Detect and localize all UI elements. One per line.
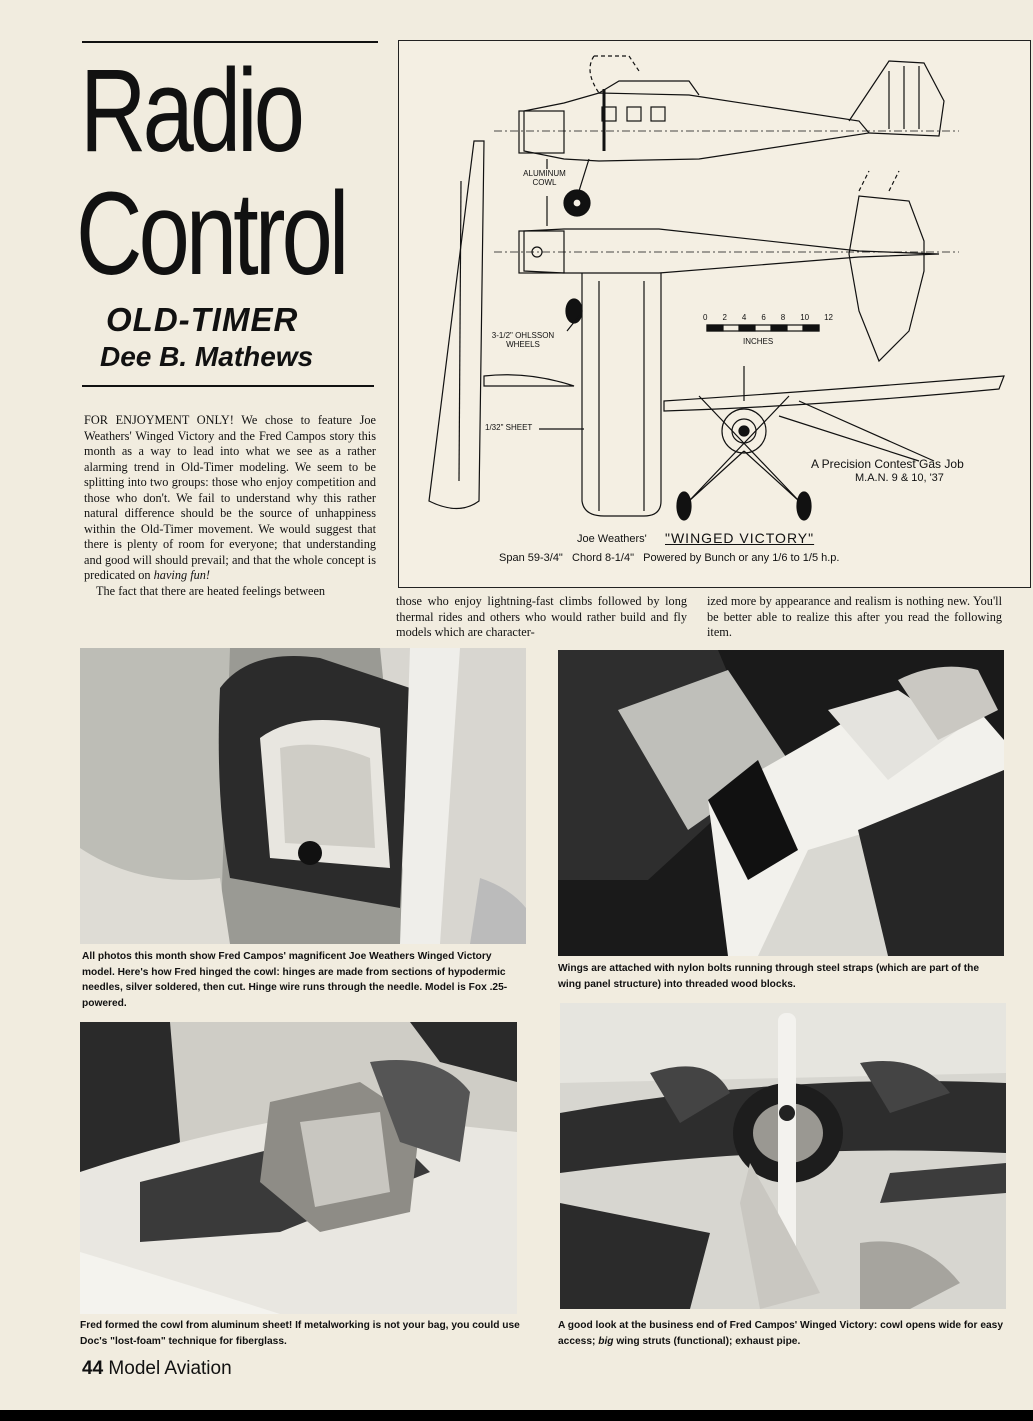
photo-aluminum-cowl-image	[80, 1022, 517, 1314]
intro-column-2: those who enjoy lightning-fast climbs followed by long thermal rides and others who would rather build and fly models which are character-	[396, 594, 687, 639]
photo-business-end-image	[560, 1003, 1006, 1309]
photo-business-end	[560, 1003, 1006, 1309]
magazine-name: Model Aviation	[108, 1358, 232, 1379]
intro-text: We chose to feature Joe Weathers' Winged Victory and the Fred Campos story this month as a way to lead into what we see as a rather alarming trend in Old-Timer modeling. We seem to be splitting into two groups: those who enjoy competition and those who don't. We fail to understand why this rather natural difference should be the source of unhappiness within the Old-Timer movement. We would suggest that there is plenty of room for everyone; that understanding and good will should prevail; and that the whole concept is predicated on	[84, 413, 376, 582]
scale-ticks	[703, 313, 833, 322]
model-name: "WINGED VICTORY"	[665, 530, 815, 546]
caption-photo-4-text-a: A good look at the business end of Fred Campos' Winged Victory: cowl opens wide for easy access;	[558, 1320, 1003, 1347]
author-byline: Dee B. Mathews	[100, 341, 314, 372]
photo-wing-bolts-image	[558, 650, 1004, 956]
caption-photo-4-text-b: wing struts (functional); exhaust pipe.	[616, 1335, 801, 1347]
caption-photo-1: All photos this month show Fred Campos' magnificent Joe Weathers Winged Victory model. Here's how Fred hinged the cowl: hinges are made from sections of hypodermic needles, silver soldered, then cut. Hinge wire runs through the needle. Model is Fox .25-powered.	[82, 951, 508, 1009]
top-rule	[82, 41, 378, 43]
byline-rule	[82, 385, 374, 387]
drawing-specs: Span 59-3/4" Chord 8-1/4" Powered by Bunch or any 1/6 to 1/5 h.p.	[499, 552, 840, 564]
scale-tick: 0	[703, 313, 708, 322]
intro-italic: having fun!	[153, 568, 211, 582]
caption-photo-2: Wings are attached with nylon bolts running through steel straps (which are part of the wing panel structure) into threaded wood blocks.	[558, 963, 980, 990]
photo-cowl-hinge-image	[80, 648, 526, 944]
note-line1: A Precision Contest Gas Job	[811, 457, 964, 471]
scale-tick: 2	[722, 313, 727, 322]
caption-photo-3: Fred formed the cowl from aluminum sheet! If metalworking is not your bag, you could use Doc's "lost-foam" technique for fiberglass.	[80, 1320, 520, 1347]
scale-tick: 10	[800, 313, 810, 322]
scale-unit: INCHES	[743, 337, 774, 346]
scale-tick: 12	[824, 313, 833, 322]
page-footer	[82, 1358, 232, 1380]
label-wheels: 3-1/2" OHLSSON WHEELS	[491, 331, 555, 349]
plan-drawing	[398, 40, 1031, 588]
scale-tick: 4	[741, 313, 747, 322]
intro-column-1	[84, 413, 376, 599]
subtitle: OLD-TIMER	[106, 301, 299, 338]
photo-cowl-hinge	[80, 648, 526, 944]
scale-tick: 8	[780, 313, 786, 322]
label-cowl: ALUMINUM COWL	[523, 169, 566, 187]
note-line2: M.A.N. 9 & 10, '37	[855, 472, 944, 484]
title-radio: Radio	[80, 45, 301, 177]
intro-para2: The fact that there are heated feelings between	[96, 583, 326, 598]
caption-photo-4-emphasis: big	[598, 1335, 614, 1347]
title-control: Control	[76, 168, 346, 300]
page-number: 44	[82, 1358, 104, 1379]
designer-name: Joe Weathers'	[577, 533, 647, 545]
caption-photo-4	[558, 1318, 1004, 1349]
label-sheet: 1/32" SHEET	[485, 423, 533, 432]
photo-wing-bolts	[558, 650, 1004, 956]
intro-column-3: ized more by appearance and realism is nothing new. You'll be better able to realize this after you read the following item.	[707, 594, 1002, 639]
photo-aluminum-cowl	[80, 1022, 517, 1314]
scale-tick: 6	[761, 313, 766, 322]
intro-lead: FOR ENJOYMENT ONLY!	[84, 413, 234, 427]
